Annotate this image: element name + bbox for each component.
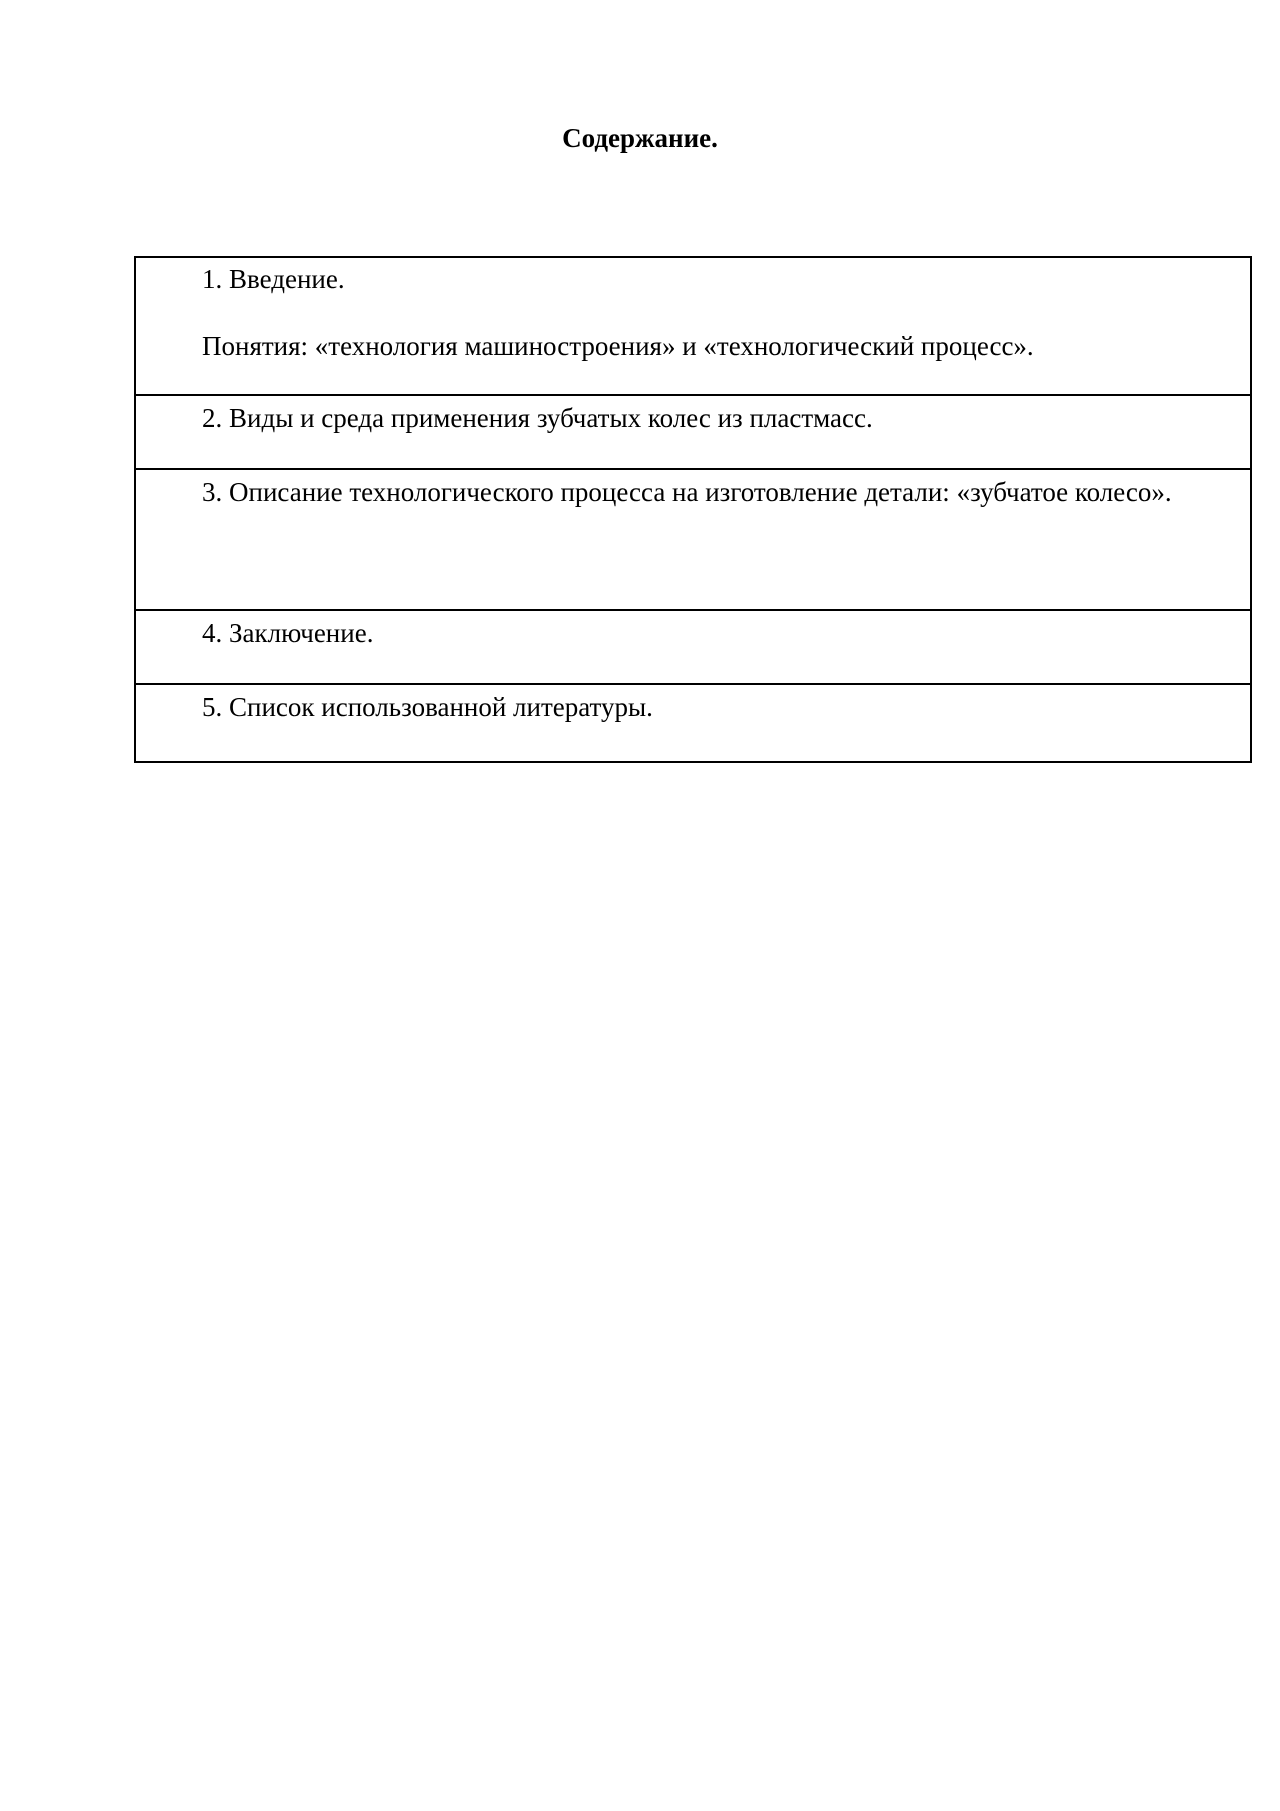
toc-cell-process-description (135, 469, 1251, 610)
toc-cell-references (135, 684, 1251, 762)
table-of-contents (134, 256, 1252, 763)
table-row (135, 257, 1251, 395)
toc-cell-conclusion (135, 610, 1251, 684)
toc-item-concepts: Понятия: «технология машиностроения» и «технологический процесс». (202, 331, 1034, 361)
toc-item-introduction: 1. Введение. (202, 264, 345, 294)
table-row (135, 395, 1251, 469)
table-row (135, 684, 1251, 762)
toc-item-process-description: 3. Описание технологического процесса на изготовление детали: «зубчатое колесо». (202, 477, 1172, 507)
toc-item-references: 5. Список использованной литературы. (202, 692, 653, 722)
table-row (135, 610, 1251, 684)
toc-item-conclusion: 4. Заключение. (202, 618, 374, 648)
toc-cell-introduction (135, 257, 1251, 395)
table-row (135, 469, 1251, 610)
page-title: Содержание. (562, 123, 718, 153)
toc-item-gear-types: 2. Виды и среда применения зубчатых колес из пластмасс. (202, 403, 873, 433)
toc-cell-gear-types (135, 395, 1251, 469)
